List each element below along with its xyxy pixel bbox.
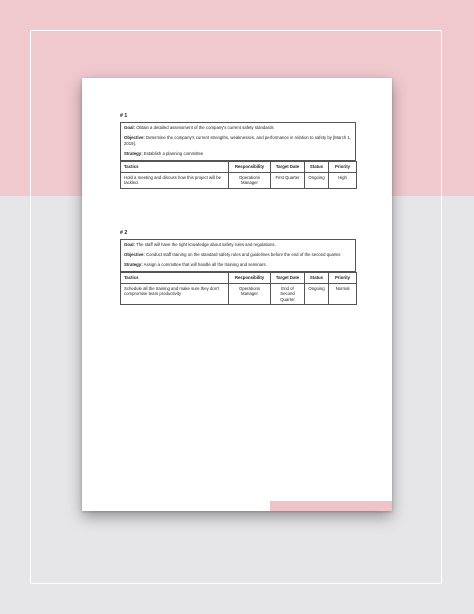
objective-text: Determine the company's current strengths, weaknesses, and performance in relation to safety by [March 1, 2019]. <box>124 135 352 146</box>
cell-status: Ongoing <box>305 172 329 188</box>
header-responsibility: Responsibility <box>229 273 271 284</box>
objective-line <box>124 135 352 147</box>
cell-priority: High <box>329 172 357 188</box>
document-page <box>82 78 392 511</box>
objective-line <box>124 252 352 258</box>
header-status: Status <box>305 162 329 173</box>
cell-priority: Normal <box>329 283 357 305</box>
plan-section-2 <box>120 229 356 305</box>
header-tactics: Tactics <box>121 273 229 284</box>
goal-line <box>124 242 352 248</box>
header-target-date: Target Date <box>271 162 305 173</box>
strategy-text: Assign a committee that will handle all the training and seminars. <box>143 262 267 267</box>
goal-text: Obtain a detailed assessment of the company's current safety standards <box>136 125 274 130</box>
table-row <box>121 283 357 305</box>
header-target-date: Target Date <box>271 273 305 284</box>
header-tactics: Tactics <box>121 162 229 173</box>
cell-responsibility: Operations Manager <box>229 283 271 305</box>
cell-target-date: End of Second Quarter <box>271 283 305 305</box>
cell-target-date: First Quarter <box>271 172 305 188</box>
goal-text: The staff will have the right knowledge about safety rules and regulations. <box>136 242 276 247</box>
strategy-line <box>124 262 352 268</box>
strategy-label: Strategy: <box>124 262 143 267</box>
header-priority: Priority <box>329 273 357 284</box>
objective-label: Objective: <box>124 252 145 257</box>
tactics-table <box>120 272 357 305</box>
strategy-text: Establish a planning committee <box>143 151 204 156</box>
tactics-table <box>120 161 357 189</box>
goal-box <box>120 122 356 161</box>
plan-section-1 <box>120 112 356 189</box>
strategy-line <box>124 151 352 157</box>
objective-label: Objective: <box>124 135 145 140</box>
cell-status: Ongoing <box>305 283 329 305</box>
header-responsibility: Responsibility <box>229 162 271 173</box>
accent-bar <box>270 501 392 511</box>
goal-label: Goal: <box>124 125 135 130</box>
section-number: # 1 <box>120 113 128 119</box>
goal-label: Goal: <box>124 242 135 247</box>
cell-tactic: Hold a meeting and discuss how this project will be tackled. <box>121 172 229 188</box>
goal-line <box>124 125 352 131</box>
header-status: Status <box>305 273 329 284</box>
cell-tactic: Schedule all the training and make sure they don't compromise team productivity <box>121 283 229 305</box>
objective-text: Conduct staff training on the standard safety rules and guidelines before the end of the second quarter. <box>145 252 342 257</box>
header-priority: Priority <box>329 162 357 173</box>
cell-responsibility: Operations Manager <box>229 172 271 188</box>
table-header-row <box>121 273 357 284</box>
strategy-label: Strategy: <box>124 151 143 156</box>
section-number: # 2 <box>120 230 128 236</box>
table-row <box>121 172 357 188</box>
table-header-row <box>121 162 357 173</box>
goal-box <box>120 239 356 272</box>
